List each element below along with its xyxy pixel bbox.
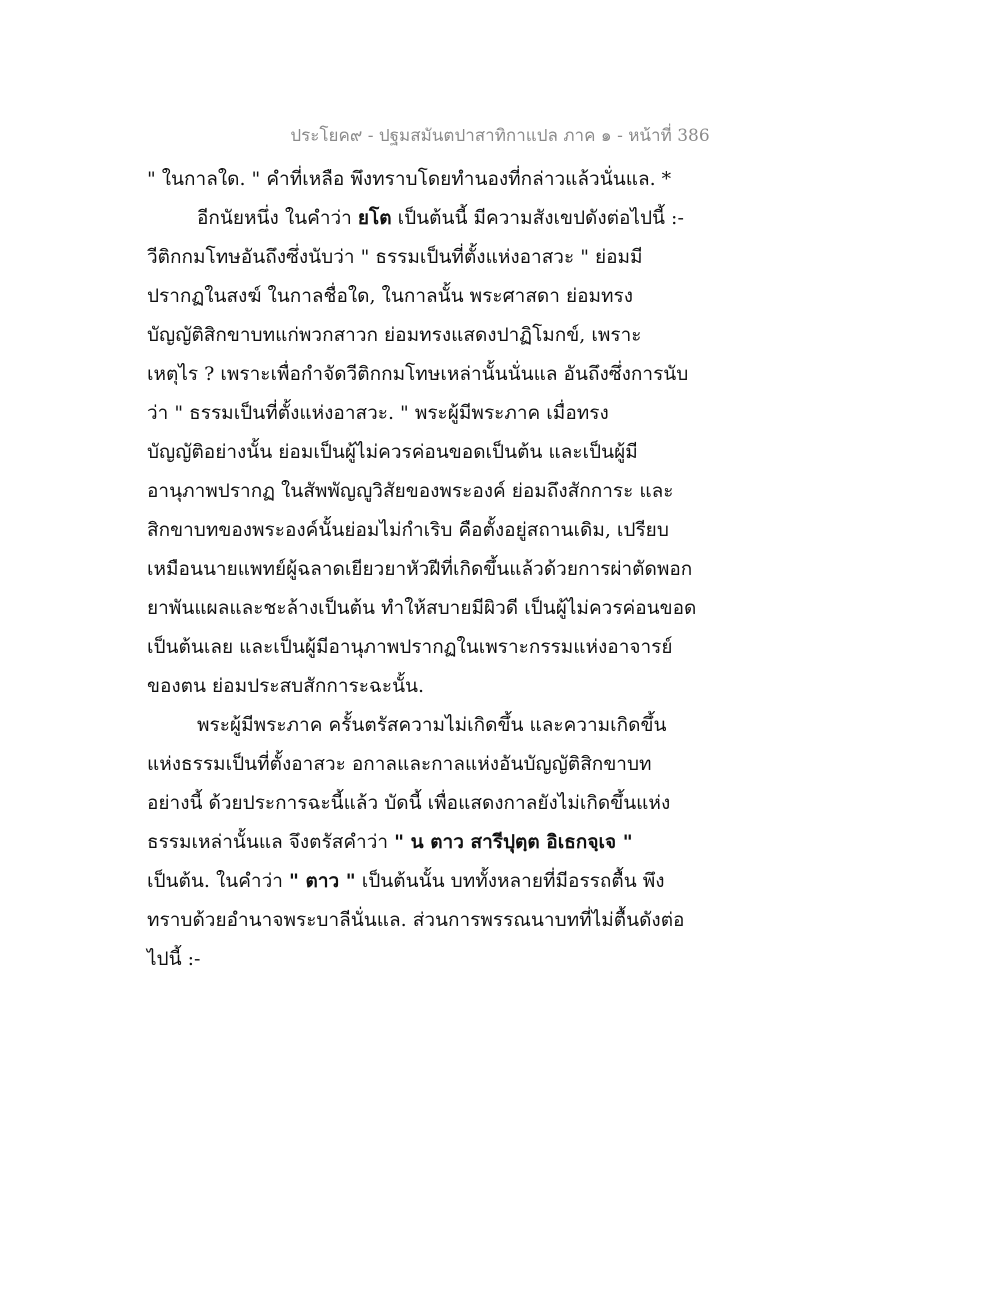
text-line: [147, 199, 707, 238]
text-line: [147, 160, 707, 199]
text-line: [147, 316, 707, 355]
text-span: เหมือนนายแพทย์ผู้ฉลาดเยียวยาหัวฝีที่เกิดขึ้นแล้วด้วยการผ่าตัดพอก: [147, 558, 693, 580]
text-span: " ในกาลใด. " คำที่เหลือ พึงทราบโดยทำนองที่กล่าวแล้วนั่นแล. *: [147, 168, 672, 190]
text-span: สิกขาบทของพระองค์นั้นย่อมไม่กำเริบ คือตั้งอยู่สถานเดิม, เปรียบ: [147, 519, 669, 541]
text-line: [147, 667, 707, 706]
text-line: [147, 784, 707, 823]
text-span: อานุภาพปรากฏ ในสัพพัญญูวิสัยของพระองค์ ย่อมถึงสักการะ และ: [147, 480, 674, 502]
text-span: ธรรมเหล่านั้นแล จึงตรัสคำว่า: [147, 831, 395, 853]
running-header: [0, 122, 1000, 149]
bold-term: " น ตาว สารีปุตฺต อิเธกจฺเจ ": [394, 831, 633, 853]
text-span: วีติกกมโทษอันถึงซึ่งนับว่า " ธรรมเป็นที่ตั้งแห่งอาสวะ " ย่อมมี: [147, 246, 643, 268]
text-line: [147, 433, 707, 472]
text-span: เป็นต้นเลย และเป็นผู้มีอานุภาพปรากฏในเพราะกรรมแห่งอาจารย์: [147, 636, 673, 658]
text-line: [147, 394, 707, 433]
text-line: [147, 550, 707, 589]
text-line: [147, 277, 707, 316]
text-span: อย่างนี้ ด้วยประการฉะนี้แล้ว บัดนี้ เพื่อแสดงกาลยังไม่เกิดขึ้นแห่ง: [147, 792, 671, 814]
text-span: บัญญัติสิกขาบทแก่พวกสาวก ย่อมทรงแสดงปาฏิโมกข์, เพราะ: [147, 324, 642, 346]
text-span: บัญญัติอย่างนั้น ย่อมเป็นผู้ไม่ควรค่อนขอดเป็นต้น และเป็นผู้มี: [147, 441, 638, 463]
text-span: เป็นต้น. ในคำว่า: [147, 870, 289, 892]
text-span: ปรากฏในสงฆ์ ในกาลชื่อใด, ในกาลนั้น พระศาสดา ย่อมทรง: [147, 285, 634, 307]
text-line: [147, 706, 707, 745]
text-span: แห่งธรรมเป็นที่ตั้งอาสวะ อกาลและกาลแห่งอันบัญญัติสิกขาบท: [147, 753, 652, 775]
text-span: เหตุไร ? เพราะเพื่อกำจัดวีติกกมโทษเหล่านั้นนั่นแล อันถึงซึ่งการนับ: [147, 363, 689, 385]
text-line: [147, 901, 707, 940]
text-span: เป็นต้นนั้น บททั้งหลายที่มีอรรถตื้น พึง: [355, 870, 665, 892]
text-span: ทราบด้วยอำนาจพระบาลีนั่นแล. ส่วนการพรรณนาบทที่ไม่ตื้นดังต่อ: [147, 909, 685, 931]
text-line: [147, 628, 707, 667]
text-span: พระผู้มีพระภาค ครั้นตรัสความไม่เกิดขึ้น และความเกิดขึ้น: [197, 714, 667, 736]
text-line: [147, 589, 707, 628]
text-line: [147, 472, 707, 511]
text-line: [147, 745, 707, 784]
text-span: ว่า " ธรรมเป็นที่ตั้งแห่งอาสวะ. " พระผู้มีพระภาค เมื่อทรง: [147, 402, 609, 424]
running-head-text: ประโยค๙ - ปฐมสมันตปาสาทิกาแปล ภาค ๑ - หน้าที่ 386: [290, 126, 710, 146]
bold-term: ยโต: [357, 207, 392, 229]
body-text: [147, 160, 707, 979]
bold-term: " ตาว ": [288, 870, 356, 892]
text-line: [147, 511, 707, 550]
text-line: [147, 823, 707, 862]
text-span: ไปนี้ :-: [147, 948, 201, 970]
text-span: เป็นต้นนี้ มีความสังเขปดังต่อไปนี้ :-: [391, 207, 684, 229]
text-span: อีกนัยหนึ่ง ในคำว่า: [197, 207, 358, 229]
text-line: [147, 355, 707, 394]
text-line: [147, 862, 707, 901]
text-line: [147, 940, 707, 979]
text-line: [147, 238, 707, 277]
text-span: ยาพันแผลและชะล้างเป็นต้น ทำให้สบายมีผิวดี เป็นผู้ไม่ควรค่อนขอด: [147, 597, 697, 619]
text-span: ของตน ย่อมประสบสักการะฉะนั้น.: [147, 675, 425, 697]
